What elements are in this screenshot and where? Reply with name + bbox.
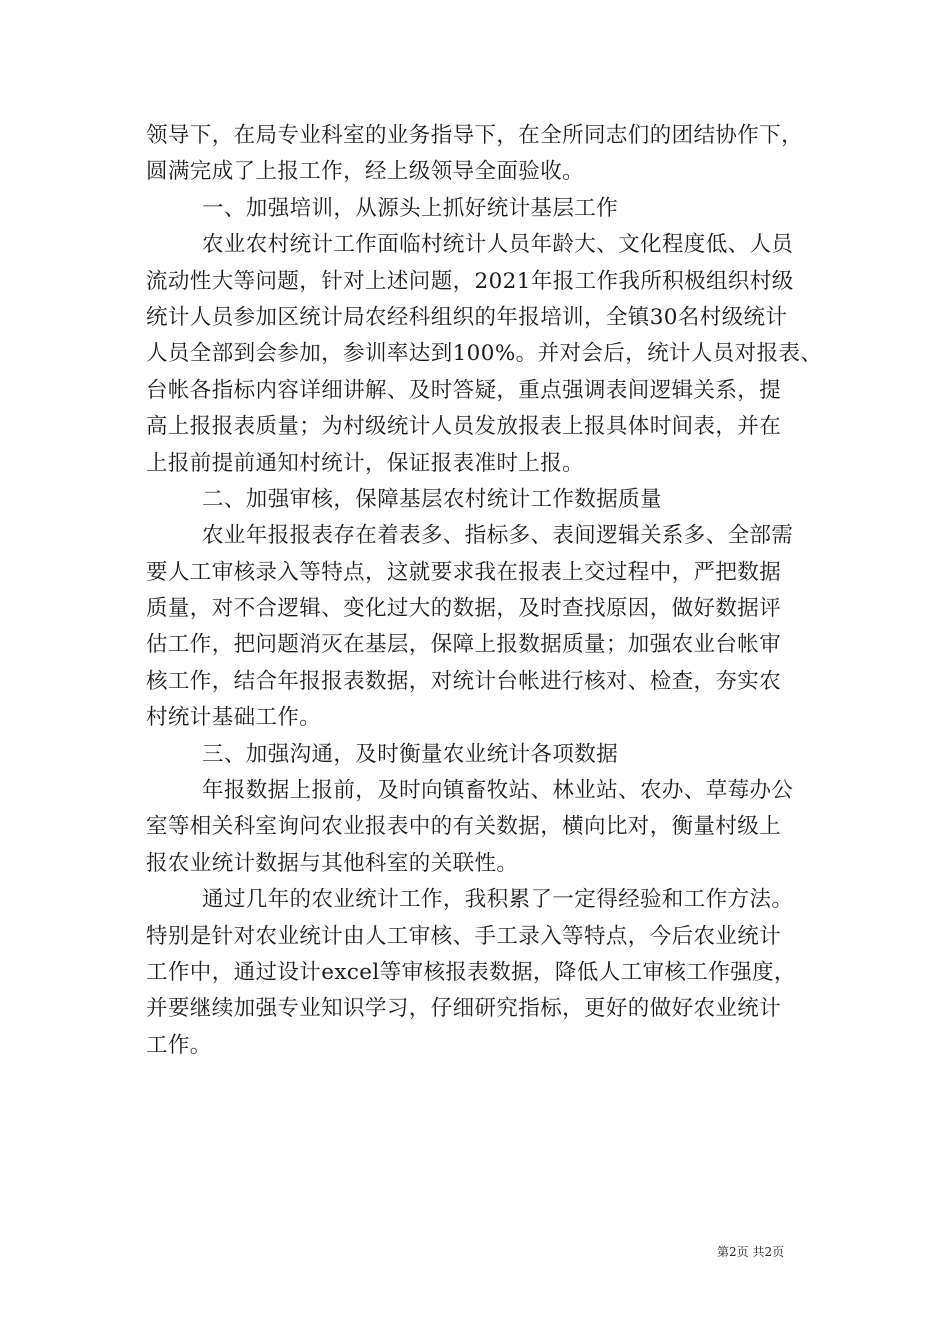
text-line: 领导下，在局专业科室的业务指导下，在全所同志们的团结协作下， xyxy=(146,123,804,148)
document-body xyxy=(146,118,823,1064)
text-line: 并要继续加强专业知识学习，仔细研究指标，更好的做好农业统计 xyxy=(146,996,782,1022)
text-line: 特别是针对农业统计由人工审核、手工录入等特点，今后农业统计 xyxy=(146,923,782,949)
text-line: 台帐各指标内容详细讲解、及时答疑，重点强调表间逻辑关系，提 xyxy=(146,377,782,403)
text-line: 工作。 xyxy=(146,1032,212,1058)
text-line: 估工作，把问题消灭在基层，保障上报数据质量；加强农业台帐审 xyxy=(146,632,782,658)
text-line: 核工作，结合年报报表数据，对统计台帐进行核对、检查，夯实农 xyxy=(146,668,782,694)
text-line: 工作中，通过设计excel等审核报表数据，降低人工审核工作强度， xyxy=(146,959,796,985)
text-line: 圆满完成了上报工作，经上级领导全面验收。 xyxy=(146,159,585,185)
text-line: 一、加强培训，从源头上抓好统计基层工作 xyxy=(202,195,619,221)
text-line: 农业年报报表存在着表多、指标多、表间逻辑关系多、全部需 xyxy=(202,523,794,549)
text-line: 室等相关科室询问农业报表中的有关数据，横向比对，衡量村级上 xyxy=(146,814,782,840)
text-line: 通过几年的农业统计工作，我积累了一定得经验和工作方法。 xyxy=(202,887,794,913)
text-line: 三、加强沟通，及时衡量农业统计各项数据 xyxy=(202,741,619,767)
text-line: 报农业统计数据与其他科室的关联性。 xyxy=(146,850,519,876)
text-line: 上报前提前通知村统计，保证报表准时上报。 xyxy=(146,450,585,476)
text-line: 农业农村统计工作面临村统计人员年龄大、文化程度低、人员 xyxy=(202,232,794,258)
page-number-footer: 第2页 共2页 xyxy=(717,1245,785,1259)
text-line: 二、加强审核，保障基层农村统计工作数据质量 xyxy=(202,486,662,512)
text-line: 年报数据上报前，及时向镇畜牧站、林业站、农办、草莓办公 xyxy=(202,778,794,804)
text-line: 村统计基础工作。 xyxy=(146,705,322,731)
text-line: 统计人员参加区统计局农经科组织的年报培训，全镇30名村级统计 xyxy=(146,304,788,330)
text-line: 人员全部到会参加，参训率达到100%。并对会后，统计人员对报表、 xyxy=(146,341,823,367)
text-line: 高上报报表质量；为村级统计人员发放报表上报具体时间表，并在 xyxy=(146,414,782,440)
text-line: 要人工审核录入等特点，这就要求我在报表上交过程中，严把数据 xyxy=(146,559,782,585)
text-line: 流动性大等问题，针对上述问题，2021年报工作我所积极组织村级 xyxy=(146,268,794,294)
text-line: 质量，对不合逻辑、变化过大的数据，及时查找原因，做好数据评 xyxy=(146,596,782,622)
